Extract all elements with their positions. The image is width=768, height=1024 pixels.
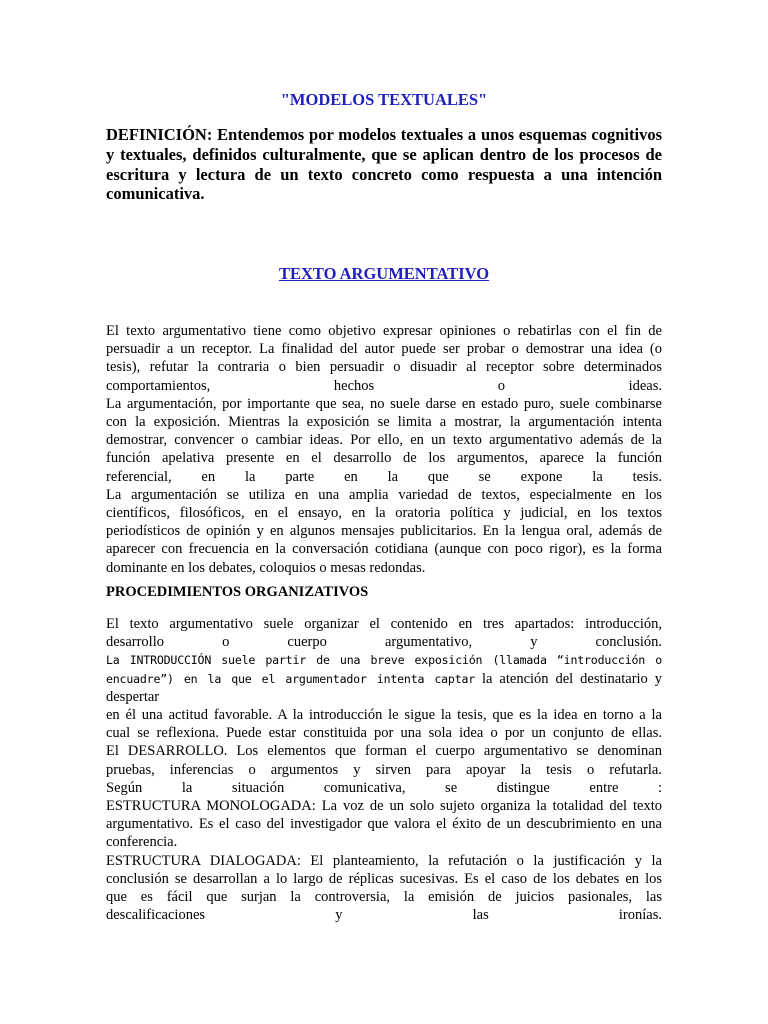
body-line: ESTRUCTURA DIALOGADA: El planteamiento, la refutación o la justificación y la: [106, 852, 662, 869]
argumentative-text-body: [106, 322, 662, 577]
body-line: científicos, filosóficos, en el ensayo, en la oratoria política y judicial, en los textos: [106, 505, 662, 522]
body-line: periodísticos de opinión y en algunos mensajes publicitarios. En la lengua oral, además de: [106, 523, 662, 540]
body-line: persuadir a un receptor. La finalidad del autor puede ser probar o demostrar una idea (o: [106, 341, 662, 358]
document-title: "MODELOS TEXTUALES": [280, 90, 488, 109]
body-line: dominante en los debates, coloquios o mesas redondas.: [106, 559, 426, 576]
body-line: con la exposición. Mientras la exposición se limita a mostrar, la argumentación intenta: [106, 414, 662, 431]
body-line: conclusión se desarrollan a lo largo de réplicas sucesivas. Es el caso de los debates en los: [106, 870, 662, 887]
procedures-heading: PROCEDIMIENTOS ORGANIZATIVOS: [106, 584, 369, 600]
body-line: El texto argumentativo tiene como objetivo expresar opiniones o rebatirlas con el fin de: [106, 323, 662, 339]
typewriter-fragment: encuadre”) en la que el argumentador intenta captar: [106, 671, 476, 686]
body-line: desarrollo o cuerpo argumentativo, y conclusión.: [106, 634, 662, 651]
section-title-link[interactable]: TEXTO ARGUMENTATIVO: [278, 264, 490, 283]
procedures-text-body: [106, 615, 662, 924]
body-line: descalificaciones y las ironías.: [106, 907, 662, 924]
body-line-typewriter: La INTRODUCCIÓN suele partir de una breve exposición (llamada “introducción o: [106, 653, 662, 668]
body-line: tesis), refutar la contraria o bien persuadir o disuadir al receptor sobre determinados: [106, 359, 662, 376]
body-line: El DESARROLLO. Los elementos que forman el cuerpo argumentativo se denominan: [106, 743, 662, 760]
body-line: argumentativo. Es el caso del investigador que valora el éxito de un descubrimiento en una: [106, 816, 662, 833]
body-line: pruebas, inferencias o argumentos y sirven para apoyar la tesis o refutarla.: [106, 761, 662, 778]
body-line: ESTRUCTURA MONOLOGADA: La voz de un solo sujeto organiza la totalidad del texto: [106, 798, 662, 815]
definition-paragraph: DEFINICIÓN: Entendemos por modelos textuales a unos esquemas cognitivos y textuales, definidos culturalmente, que se aplican dentro de los procesos de escritura y lectura de un texto concreto como respuesta a una intención comunicativa.: [106, 125, 662, 204]
body-line: conferencia.: [106, 834, 178, 851]
body-line: referencial, en la parte en la que se expone la tesis.: [106, 468, 662, 485]
body-line: Según la situación comunicativa, se distingue entre :: [106, 779, 662, 796]
body-line-typewriter: encuadre”) en la que el argumentador intenta captar la atención del destinatario y despertar: [106, 670, 662, 705]
body-line: que es fácil que surjan la controversia, la emisión de juicios pasionales, las: [106, 889, 662, 906]
body-line: aparecer con frecuencia en la conversación cotidiana (aunque con poco rigor), es la forma: [106, 541, 662, 558]
body-line: demostrar, convencer o cambiar ideas. Por ello, en un texto argumentativo además de la: [106, 432, 662, 449]
body-line: El texto argumentativo suele organizar el contenido en tres apartados: introducción,: [106, 616, 662, 632]
body-line: comportamientos, hechos o ideas.: [106, 377, 662, 394]
body-line: en él una actitud favorable. A la introducción le sigue la tesis, que es la idea en torno a la: [106, 707, 662, 724]
body-line: La argumentación, por importante que sea, no suele darse en estado puro, suele combinarse: [106, 395, 662, 412]
body-line: función apelativa presente en el desarrollo de los argumentos, aparece la función: [106, 450, 662, 467]
body-line: cual se reflexiona. Puede estar constituida por una sola idea o por un conjunto de ellas.: [106, 725, 662, 742]
body-line: La argumentación se utiliza en una amplia variedad de textos, especialmente en los: [106, 486, 662, 503]
